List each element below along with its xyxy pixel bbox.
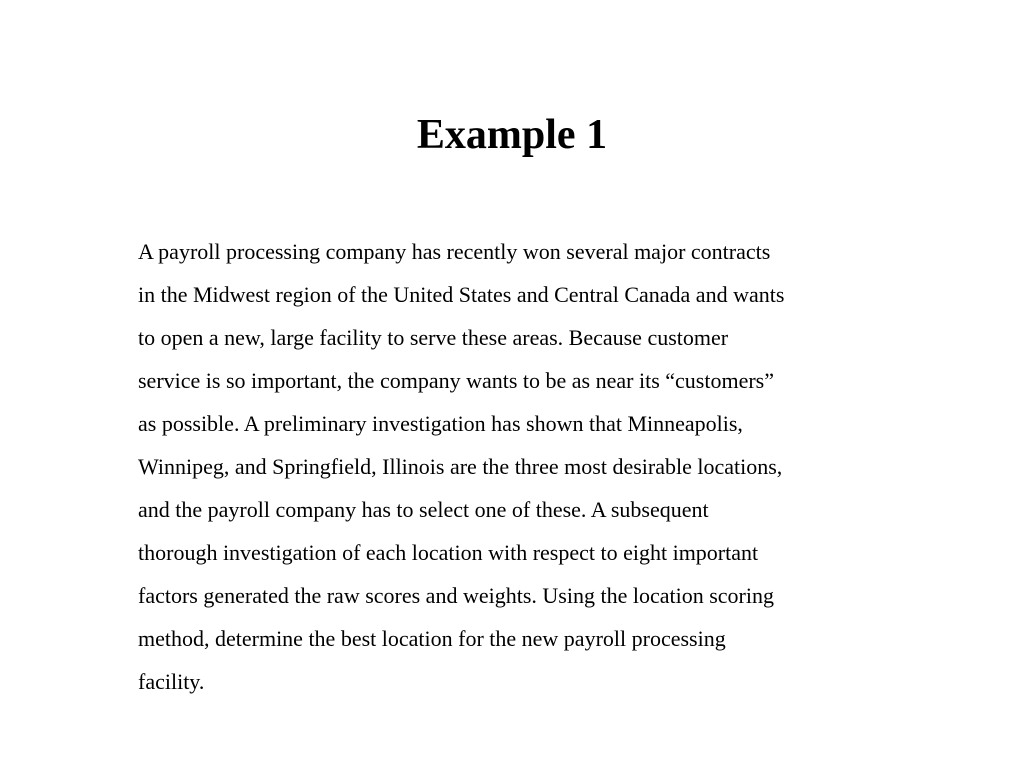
paragraph-line: to open a new, large facility to serve these areas. Because customer (138, 325, 729, 350)
paragraph-line: thorough investigation of each location with respect to eight important (138, 540, 759, 565)
paragraph-line: as possible. A preliminary investigation has shown that Minneapolis, (138, 411, 743, 436)
slide-title: Example 1 (416, 112, 608, 158)
paragraph-line: in the Midwest region of the United States and Central Canada and wants (138, 282, 785, 307)
paragraph-line: facility. (138, 669, 205, 694)
paragraph-line: factors generated the raw scores and weights. Using the location scoring (138, 583, 774, 608)
paragraph-line: method, determine the best location for the new payroll processing (138, 626, 726, 651)
paragraph-line: Winnipeg, and Springfield, Illinois are the three most desirable locations, (138, 454, 783, 479)
paragraph-line: service is so important, the company wants to be as near its “customers” (138, 368, 774, 393)
problem-paragraph (138, 230, 898, 703)
paragraph-line: and the payroll company has to select one of these. A subsequent (138, 497, 709, 522)
paragraph-line: A payroll processing company has recently won several major contracts (138, 239, 771, 264)
